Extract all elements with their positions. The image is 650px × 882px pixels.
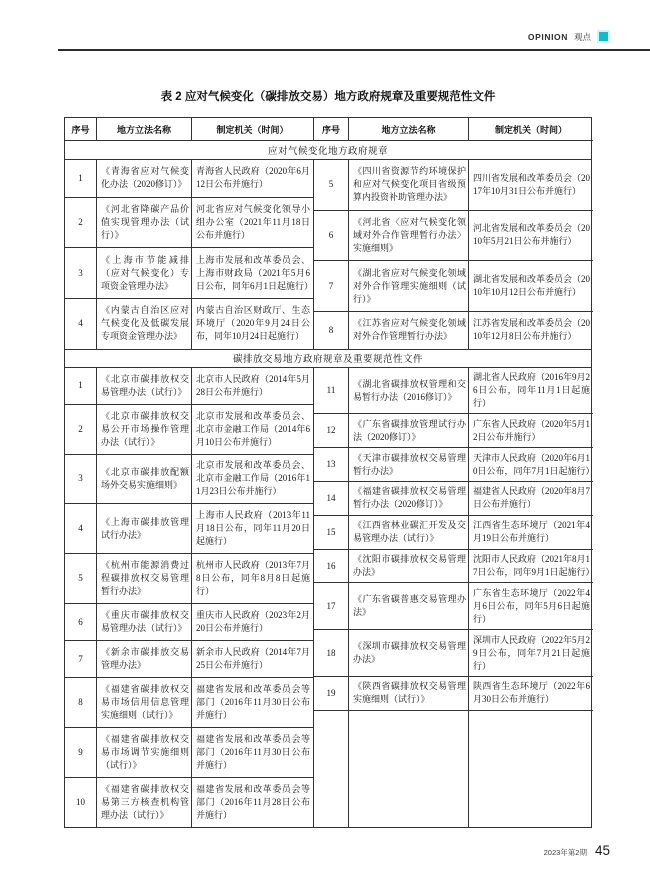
table-header-row: [65, 118, 591, 141]
enacting-authority-cell: [192, 455, 314, 505]
enacting-authority-cell: [192, 678, 314, 728]
regulations-table: [64, 117, 595, 828]
table-row: [65, 160, 314, 198]
law-name-cell: [349, 414, 469, 448]
law-name-cell: [349, 368, 469, 415]
enacting-authority-cell: [469, 160, 593, 211]
law-name-cell: [349, 261, 469, 312]
law-name-cell: [97, 554, 192, 604]
enacting-authority: 陕西省生态环境厅（2022年6月30日公布并施行）: [473, 681, 590, 705]
law-name-cell: [349, 448, 469, 482]
law-name: 《福建省碳排放权交易第三方核查机构管理办法（试行）》: [101, 784, 189, 821]
section-header-climate: 应对气候变化地方政府规章: [65, 141, 591, 160]
column-header-name: 地方立法名称: [97, 118, 192, 141]
row-number-cell: [65, 160, 97, 198]
section-carbon-trading-body: [65, 368, 595, 827]
law-name: 《杭州市能源消费过程碳排放权交易管理暂行办法》: [101, 560, 189, 597]
table-row: [65, 641, 314, 678]
enacting-authority: 河北省发展和改革委员会（2010年5月21日公布并施行）: [473, 223, 591, 247]
table-row: [314, 312, 593, 349]
law-name-cell: [349, 482, 469, 516]
table-row: [314, 414, 593, 448]
table-row: [65, 728, 314, 778]
section-climate-left-rows: [65, 160, 314, 349]
enacting-authority: 新余市人民政府（2014年7月25日公布并施行）: [196, 647, 310, 671]
law-name: 《北京市碳排放配额场外交易实施细则》: [101, 466, 189, 490]
law-name: 《上海市碳排放管理试行办法》: [101, 516, 189, 540]
table-row: [65, 198, 314, 249]
enacting-authority: 天津市人民政府（2020年6月10日公布，同年7月1日起施行）: [473, 452, 595, 476]
section-carbon-right-rows: [314, 368, 593, 827]
table-row: [314, 550, 593, 584]
row-number: 6: [328, 229, 334, 240]
enacting-authority: 北京市发展和改革委员会、北京市金融工作局（2014年6月10日公布并施行）: [196, 410, 310, 447]
enacting-authority: 江苏省发展和改革委员会（2010年12月8日公布并施行）: [473, 318, 591, 342]
row-number-cell: [65, 299, 97, 349]
enacting-authority: 青海省人民政府（2020年6月12日公布并施行）: [196, 166, 310, 190]
law-name-cell: [349, 550, 469, 584]
enacting-authority-cell: [469, 368, 593, 415]
enacting-authority-cell: [469, 414, 593, 448]
table-row: [314, 677, 593, 711]
opinion-label-en: OPINION: [527, 31, 568, 42]
enacting-authority: 福建省发展和改革委员会等部门（2016年11月28日公布并施行）: [196, 784, 310, 821]
enacting-authority-cell: [192, 778, 314, 827]
row-number-cell: [65, 198, 97, 249]
row-number: 17: [326, 600, 336, 611]
enacting-authority: 福建省人民政府（2020年8月7日公布并施行）: [473, 486, 591, 510]
table-row: [314, 583, 593, 630]
header-divider: [58, 49, 650, 51]
law-name-cell: [349, 583, 469, 630]
table-row: [314, 630, 593, 677]
row-number: 8: [328, 324, 334, 335]
row-number: 3: [78, 267, 83, 278]
law-name-cell: [97, 248, 192, 299]
row-number-cell: [65, 554, 97, 604]
law-name: 《福建省碳排放权交易市场信用信息管理实施细则（试行）》: [101, 684, 189, 721]
table-row: [314, 448, 593, 482]
row-number-cell: [65, 455, 97, 505]
law-name: 《北京市碳排放权交易管理办法（试行）》: [101, 373, 189, 397]
row-number: 11: [326, 385, 336, 396]
row-number: 2: [78, 423, 83, 434]
row-number-cell: [314, 312, 349, 349]
page-header: [528, 30, 610, 43]
law-name-cell: [97, 299, 192, 349]
law-name-cell: [97, 198, 192, 249]
row-number: 12: [326, 425, 336, 436]
row-number-cell: [314, 482, 349, 516]
row-number-cell: [65, 728, 97, 778]
enacting-authority-cell: [192, 160, 314, 198]
enacting-authority-cell: [469, 677, 593, 711]
enacting-authority: 四川省发展和改革委员会（2017年10月31日公布并施行）: [473, 172, 591, 196]
law-name: 《福建省碳排放权交易市场调节实施细则（试行）》: [101, 734, 189, 771]
row-number-cell: [65, 604, 97, 641]
row-number-cell: [314, 261, 349, 312]
column-header-org: 制定机关（时间）: [469, 118, 593, 141]
law-name-cell: [97, 678, 192, 728]
row-number: 1: [78, 172, 83, 183]
enacting-authority: 江西省生态环境厅（2021年4月19日公布并施行）: [473, 520, 590, 544]
enacting-authority: 广东省生态环境厅（2022年4月6日公布，同年5月6日起施行）: [473, 587, 590, 624]
table-row: [65, 554, 314, 604]
table-row: [314, 211, 593, 262]
row-number-cell: [314, 516, 349, 550]
row-number-cell: [65, 405, 97, 455]
row-number-cell: [314, 368, 349, 415]
enacting-authority: 北京市人民政府（2014年5月28日公布并施行）: [196, 373, 310, 397]
law-name: 《沈阳市碳排放权交易管理办法》: [353, 554, 466, 577]
enacting-authority: 上海市人民政府（2013年11月18日公布，同年11月20日起施行）: [196, 510, 310, 547]
table-row: [65, 405, 314, 455]
row-number-cell: [314, 711, 349, 827]
law-name: 《湖北省应对气候变化领域对外合作管理实施细则（试行）》: [353, 267, 466, 304]
enacting-authority-cell: [469, 312, 593, 349]
law-name-cell: [349, 312, 469, 349]
table-row: [65, 778, 314, 827]
table-row: [65, 604, 314, 641]
law-name: 《上海市节能减排（应对气候变化）专项资金管理办法》: [101, 254, 189, 291]
row-number: 4: [78, 523, 83, 534]
row-number-cell: [314, 414, 349, 448]
row-number: 8: [78, 697, 83, 708]
law-name: 《北京市碳排放权交易公开市场操作管理办法（试行）》: [101, 410, 189, 447]
enacting-authority: 福建省发展和改革委员会等部门（2016年11月30日公布并施行）: [196, 684, 310, 721]
law-name-cell: [349, 160, 469, 211]
enacting-authority: 沈阳市人民政府（2021年8月17日公布，同年9月1日起施行）: [473, 554, 595, 577]
enacting-authority: 重庆市人民政府（2023年2月20日公布并施行）: [196, 610, 310, 634]
table-title: 表 2 应对气候变化（碳排放交易）地方政府规章及重要规范性文件: [160, 91, 496, 103]
column-header-no: 序号: [65, 118, 97, 141]
law-name-cell: [97, 641, 192, 678]
row-number-cell: [314, 583, 349, 630]
enacting-authority-cell: [469, 583, 593, 630]
enacting-authority-cell: [469, 711, 593, 827]
row-number-cell: [314, 211, 349, 262]
enacting-authority: 深圳市人民政府（2022年5月29日公布，同年7月21日起施行）: [473, 634, 591, 671]
table-row: [65, 678, 314, 728]
row-number-cell: [314, 160, 349, 211]
table-row: [65, 248, 314, 299]
row-number-cell: [65, 368, 97, 405]
column-header-name: 地方立法名称: [349, 118, 469, 141]
row-number: 18: [326, 647, 336, 658]
enacting-authority-cell: [192, 299, 314, 349]
row-number: 5: [78, 573, 83, 584]
row-number-cell: [65, 248, 97, 299]
row-number-cell: [314, 550, 349, 584]
law-name-cell: [349, 711, 469, 827]
law-name-cell: [349, 677, 469, 711]
law-name: 《河北省降碳产品价值实现管理办法（试行）》: [101, 203, 189, 240]
table-row: [314, 516, 593, 550]
table-row: [314, 482, 593, 516]
enacting-authority: 杭州市人民政府（2013年7月8日公布，同年8月8日起施行）: [196, 560, 310, 597]
law-name: 《青海省应对气候变化办法（2020修订）》: [101, 166, 189, 190]
page-footer: [544, 843, 610, 858]
law-name: 《天津市碳排放权交易管理暂行办法》: [353, 452, 466, 476]
row-number: 6: [78, 616, 83, 627]
table-row: [65, 299, 314, 349]
law-name-cell: [97, 160, 192, 198]
table-row: [314, 261, 593, 312]
law-name: 《广东省碳普惠交易管理办法》: [353, 594, 466, 618]
row-number: 7: [78, 653, 83, 664]
table-row: [314, 160, 593, 211]
row-number-cell: [314, 677, 349, 711]
law-name-cell: [349, 211, 469, 262]
enacting-authority-cell: [192, 604, 314, 641]
law-name-cell: [97, 778, 192, 827]
row-number: 3: [78, 473, 83, 484]
enacting-authority-cell: [192, 641, 314, 678]
law-name-cell: [97, 728, 192, 778]
section-carbon-left-rows: [65, 368, 314, 827]
law-name-cell: [97, 455, 192, 505]
law-name: 《湖北省碳排放权管理和交易暂行办法（2016修订）》: [353, 378, 466, 402]
enacting-authority-cell: [192, 198, 314, 249]
opinion-label-zh: 观点: [573, 31, 591, 42]
law-name: 《江苏省应对气候变化领域对外合作管理暂行办法》: [353, 318, 466, 342]
law-name: 《内蒙古自治区应对气候变化及低碳发展专项资金管理办法》: [101, 305, 189, 342]
enacting-authority: 湖北省发展和改革委员会（2010年10月12日公布并施行）: [473, 274, 591, 298]
enacting-authority: 福建省发展和改革委员会等部门（2016年11月30日公布并施行）: [196, 734, 310, 771]
law-name-cell: [349, 630, 469, 677]
law-name-cell: [349, 516, 469, 550]
section-header-carbon-trading: 碳排放交易地方政府规章及重要规范性文件: [65, 349, 591, 368]
section-climate-right-rows: [314, 160, 593, 349]
table-row: [65, 455, 314, 505]
table-row: [65, 368, 314, 405]
accent-square-icon: [597, 30, 610, 43]
law-name: 《重庆市碳排放权交易管理办法（试行）》: [101, 610, 189, 634]
enacting-authority-cell: [192, 554, 314, 604]
column-header-org: 制定机关（时间）: [192, 118, 314, 141]
enacting-authority-cell: [192, 504, 314, 554]
law-name: 《广东省碳排放管理试行办法（2020修订）》: [353, 418, 466, 442]
row-number-cell: [65, 641, 97, 678]
enacting-authority-cell: [192, 248, 314, 299]
row-number-cell: [314, 448, 349, 482]
row-number: 10: [76, 797, 85, 808]
row-number: 19: [326, 687, 336, 698]
law-name-cell: [97, 405, 192, 455]
law-name-cell: [97, 368, 192, 405]
law-name: 《四川省资源节约环境保护和应对气候变化项目省级预算内投资补助管理办法》: [353, 166, 466, 203]
law-name-cell: [97, 504, 192, 554]
enacting-authority-cell: [469, 630, 593, 677]
enacting-authority-cell: [192, 405, 314, 455]
enacting-authority: 内蒙古自治区财政厅、生态环境厅（2020年9月24日公布，同年10月24日起施行）: [196, 305, 310, 342]
enacting-authority-cell: [192, 728, 314, 778]
enacting-authority-cell: [469, 448, 593, 482]
row-number: 14: [326, 492, 336, 503]
row-number: 15: [326, 526, 336, 537]
row-number: 5: [328, 179, 334, 190]
law-name-cell: [97, 604, 192, 641]
section-climate-body: [65, 160, 591, 349]
enacting-authority: 上海市发展和改革委员会、上海市财政局（2021年5月6日公布，同年6月1日起施行）: [196, 254, 314, 291]
row-number: 13: [326, 459, 336, 470]
enacting-authority-cell: [469, 211, 593, 262]
page-number: 45: [594, 843, 610, 858]
law-name: 《福建省碳排放权交易管理暂行办法（2020修订）》: [353, 486, 466, 510]
table-row: [314, 711, 593, 827]
row-number: 2: [78, 216, 83, 227]
law-name: 《江西省林业碳汇开发及交易管理办法（试行）》: [353, 520, 466, 544]
table-row: [314, 368, 593, 415]
enacting-authority-cell: [469, 261, 593, 312]
column-header-no: 序号: [314, 118, 349, 141]
row-number-cell: [65, 504, 97, 554]
row-number: 7: [328, 280, 334, 291]
enacting-authority: 湖北省人民政府（2016年9月26日公布，同年11月1日起施行）: [473, 372, 591, 409]
enacting-authority: 广东省人民政府（2020年5月12日公布并施行）: [473, 418, 591, 442]
law-name: 《陕西省碳排放权交易管理实施细则（试行）》: [353, 681, 466, 705]
law-name: 《新余市碳排放交易管理办法》: [101, 647, 189, 671]
row-number: 4: [78, 318, 83, 329]
enacting-authority-cell: [469, 550, 593, 584]
enacting-authority-cell: [192, 368, 314, 405]
row-number-cell: [314, 630, 349, 677]
row-number: 16: [326, 560, 336, 571]
row-number-cell: [65, 778, 97, 827]
law-name: 《深圳市碳排放权交易管理办法》: [353, 641, 466, 665]
enacting-authority: 河北省应对气候变化领导小组办公室（2021年11月18日公布并施行）: [196, 203, 310, 240]
enacting-authority-cell: [469, 482, 593, 516]
journal-issue: 2023年第2期: [543, 848, 587, 857]
row-number-cell: [65, 678, 97, 728]
enacting-authority: 北京市发展和改革委员会、北京市金融工作局（2016年11月23日公布并施行）: [196, 460, 310, 497]
row-number: 1: [78, 380, 83, 391]
row-number: 9: [78, 747, 83, 758]
enacting-authority-cell: [469, 516, 593, 550]
table-row: [65, 504, 314, 554]
law-name: 《河北省〈应对气候变化领域对外合作管理暂行办法〉实施细则》: [353, 216, 466, 253]
